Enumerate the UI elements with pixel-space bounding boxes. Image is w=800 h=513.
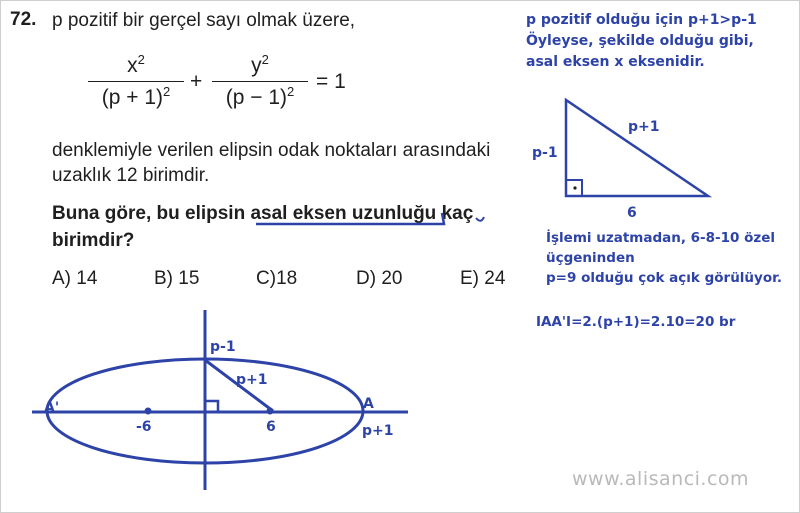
watermark: www.alisanci.com [572, 468, 750, 490]
ellipse-hyp-label: p+1 [236, 372, 268, 388]
question-ask-line1: Buna göre, bu elipsin asal eksen uzunluğu kaç [52, 203, 474, 224]
pos-focus-label: 6 [266, 419, 276, 435]
ellipse-top-label: p-1 [210, 339, 236, 355]
question-body-line1: denklemiyle verilen elipsin odak noktaları arasındaki [52, 140, 491, 161]
solution-result: IAA'I=2.(p+1)=2.10=20 br [536, 314, 736, 330]
solution-note-middle: İşlemi uzatmadan, 6-8-10 özel üçgeninden p=9 olduğu çok açık görülüyor. [546, 230, 782, 286]
choice-c[interactable]: C)18 [256, 268, 298, 289]
vertex-a-prime-label: A' [44, 400, 60, 416]
question-number: 72. [10, 9, 37, 30]
neg-focus-label: -6 [136, 419, 152, 435]
equation-term1: $x^2$ $(p + 1)^2$ [88, 52, 184, 110]
triangle-hyp-label: p+1 [628, 119, 660, 135]
question-ask-line2: birimdir? [52, 230, 135, 251]
choice-e[interactable]: E) 24 [460, 268, 506, 289]
triangle-side-label: p-1 [532, 145, 558, 161]
choice-b[interactable]: B) 15 [154, 268, 200, 289]
equation-rhs: = 1 [316, 70, 346, 93]
vertex-a-label: A [363, 396, 374, 412]
choice-d[interactable]: D) 20 [356, 268, 403, 289]
equation-term2: $y^2$ $(p - 1)^2$ [212, 52, 308, 110]
equation-plus: + [190, 70, 203, 93]
solution-note-top: p pozitif olduğu için p+1>p-1 Öyleyse, şekilde olduğu gibi, asal eksen x eksenidir. [526, 12, 757, 70]
choice-a[interactable]: A) 14 [52, 268, 98, 289]
question-intro: p pozitif bir gerçel sayı olmak üzere, [52, 10, 356, 31]
question-body-line2: uzaklık 12 birimdir. [52, 165, 210, 186]
triangle-base-label: 6 [627, 205, 637, 221]
semi-major-label: p+1 [362, 423, 394, 439]
